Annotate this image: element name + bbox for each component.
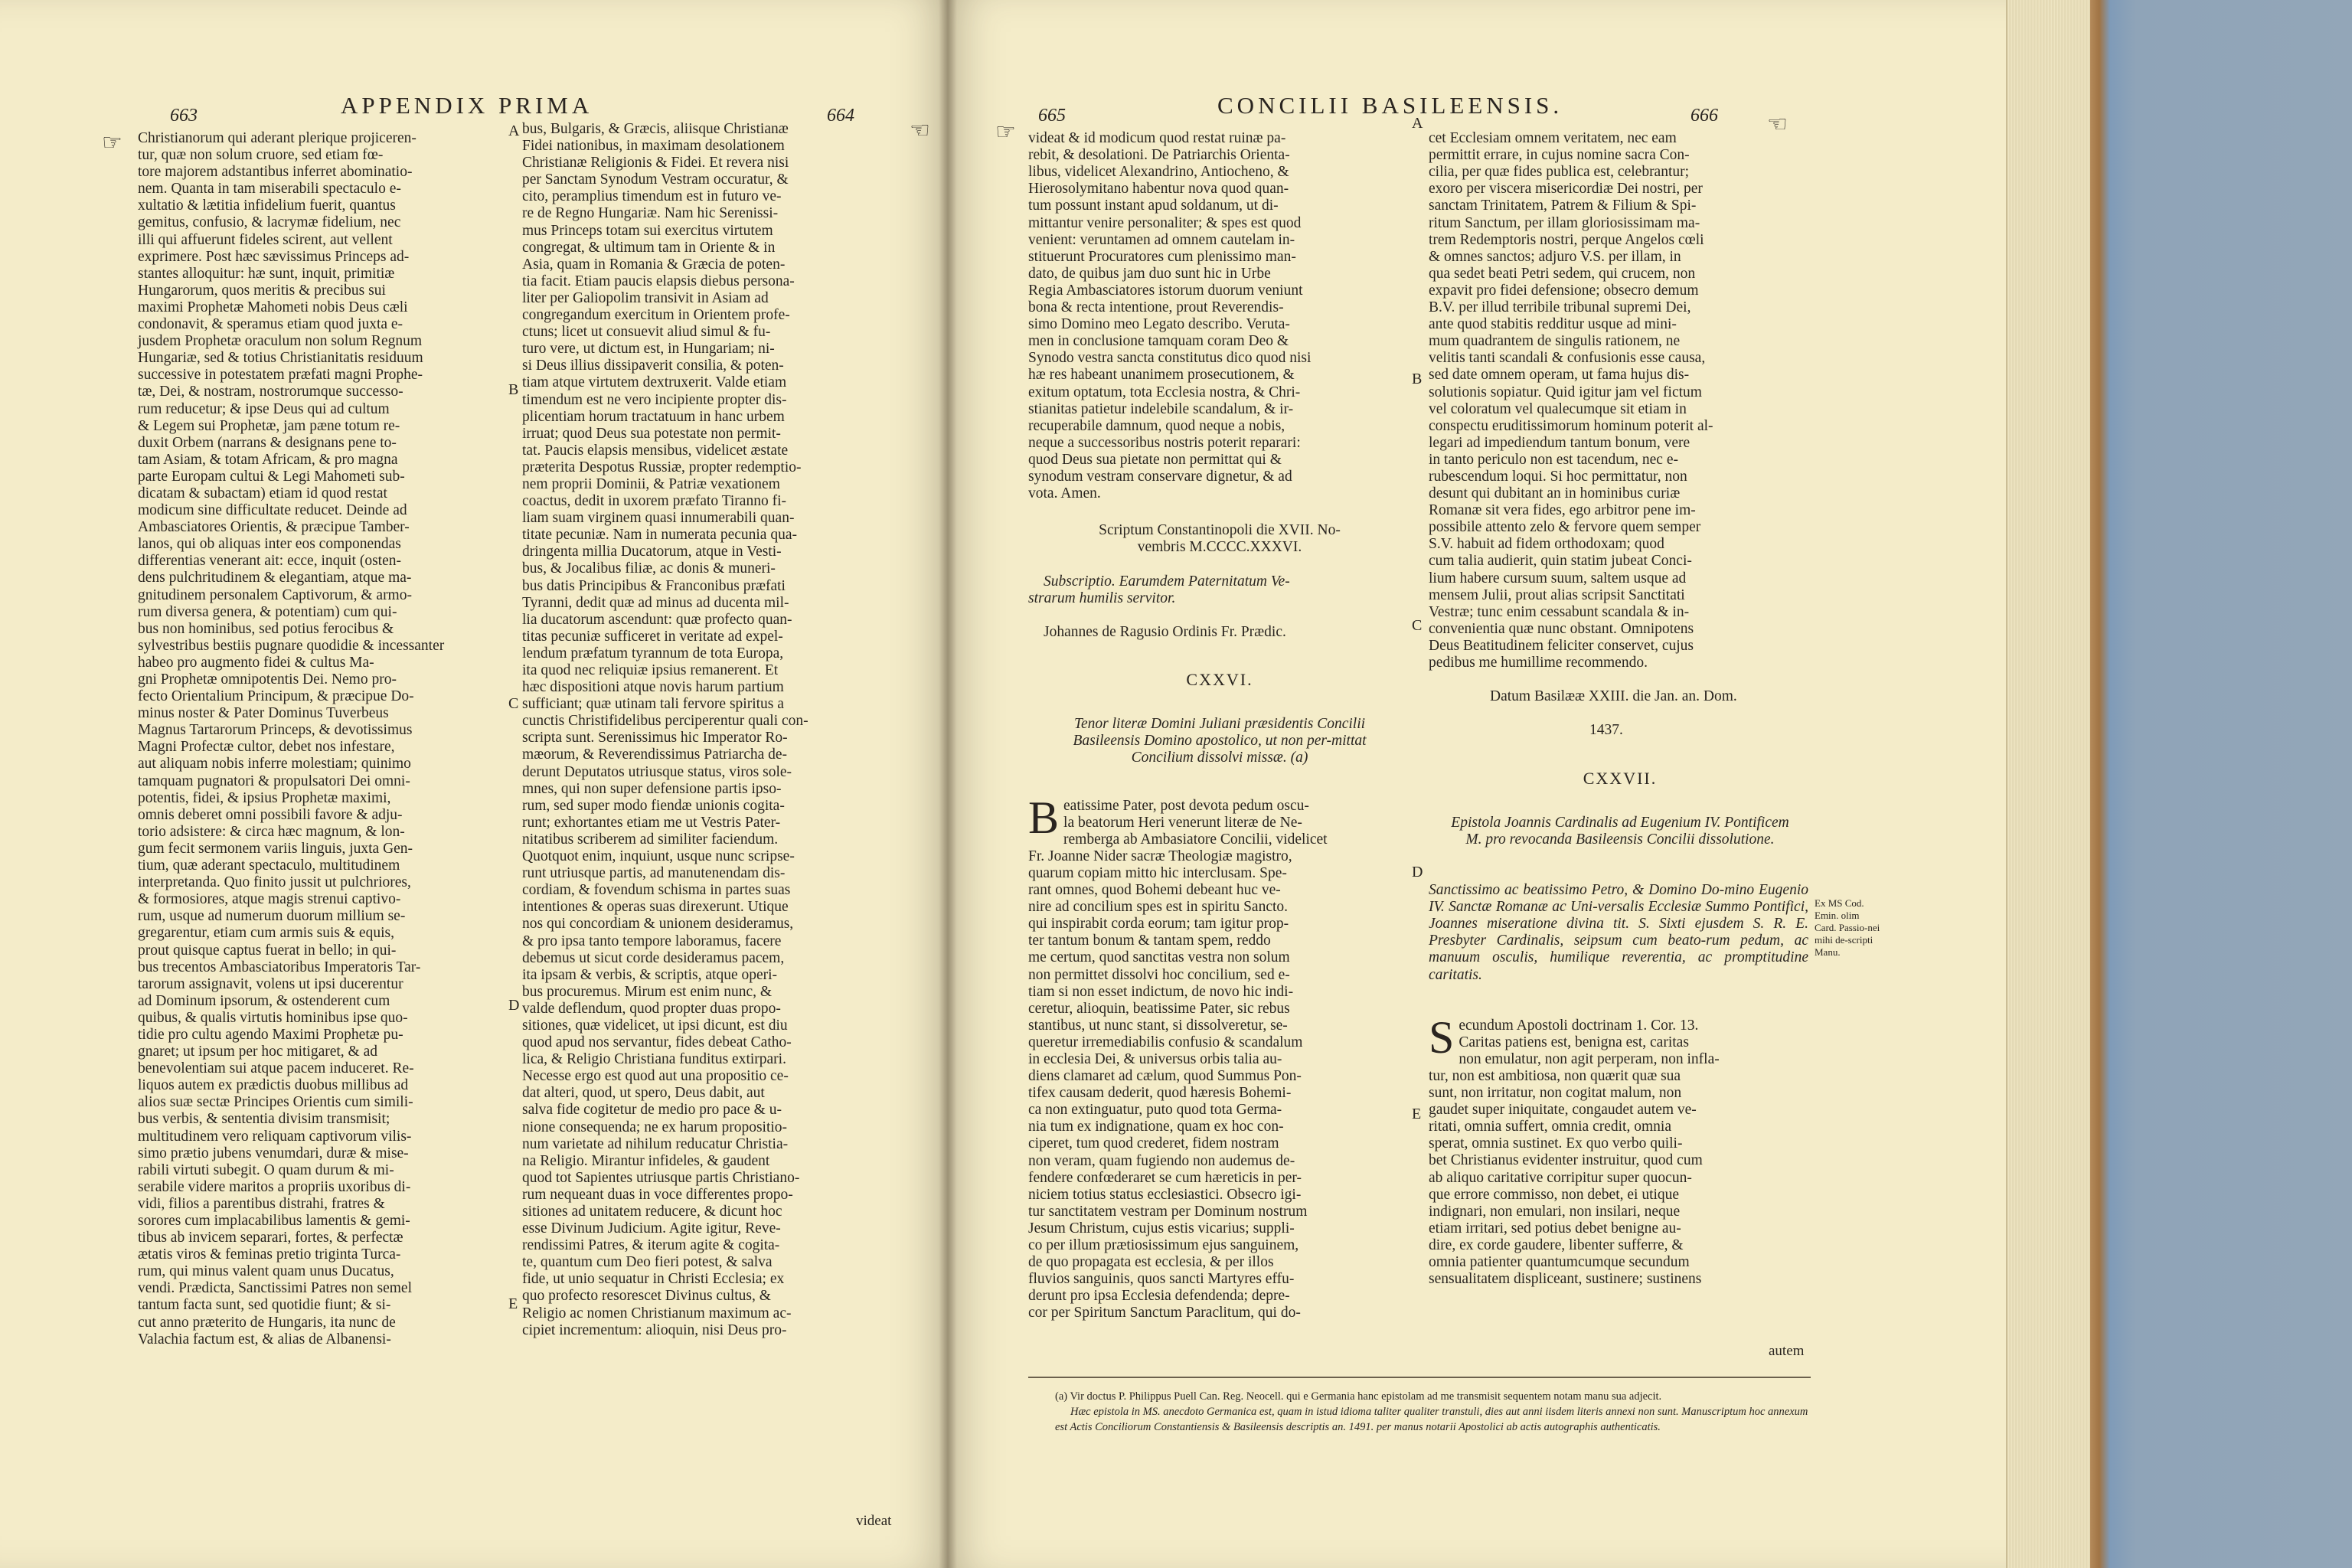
page-number: 664 [827, 106, 854, 126]
catchword: videat [856, 1513, 892, 1529]
margin-letter: B [1412, 371, 1423, 387]
page-number: 666 [1690, 106, 1718, 126]
footnote-rule [1028, 1377, 1811, 1378]
letter-text: ecundum Apostoli doctrinam 1. Cor. 13. Caritas patiens est, benigna est, caritas non emulatur, non agit perperam, non infla- tur, non est ambitiosa, non quærit quæ sua sunt, non irritatur, non cogitat malum, non gaudet super iniquitate, congaudet autem ve- ritati, omnia suffert, omnia credit, omnia sperat, omnia sustinet. Ex quo verbo quili- bet Christianus evidenter instruitur, quod cum ab aliquo caritative corripitur super quocun- que errore commisso, non debet, ei utique indignari, non emulari, non insilari, neque etiam irritari, sed potius debet benigne au- dire, ex corde gaudere, libenter sufferre, & omnia patienter quantumcumque secundum sensualitatem displiceant, sustinere; sustinens [1429, 1017, 1720, 1288]
letter-address: Sanctissimo ac beatissimo Petro, & Domino Do-mino Eugenio IV. Sanctæ Romanæ ac Uni-versalis Ecclesiæ Summo Pontifici, Joannes miseratione divina tit. S. Sixti ejusdem S. R. E. Presbyter Cardinalis, seipsum cum beato-rum pedum, ac manuum osculis, humilique reverentia, ac promptitudine caritatis. [1429, 882, 1808, 983]
date-line: Datum Basilææ XXIII. die Jan. an. Dom. [1490, 688, 1737, 705]
footnotes [1055, 1389, 1809, 1435]
margin-letter: E [508, 1295, 518, 1312]
text-column [1429, 113, 1811, 1305]
drop-cap: B [1028, 792, 1060, 843]
footnote: (a) Vir doctus P. Philippus Puell Can. Reg. Neocell. qui e Germania hanc epistolam ad me transmisit sequentem notam manu sua adjecit. [1055, 1390, 1662, 1403]
page-edges [2006, 0, 2092, 1568]
margin-letter: A [1412, 115, 1423, 132]
author-line: Johannes de Ragusio Ordinis Fr. Prædic. [1044, 623, 1286, 640]
subscription: Subscriptio. Earumdem Paternitatum Ve- strarum humilis servitor. [1028, 573, 1290, 606]
text-column [1028, 113, 1411, 1339]
catchword: autem [1769, 1343, 1805, 1359]
book-gutter [939, 0, 957, 1568]
left-page [0, 0, 948, 1568]
footnote: Hæc epistola in MS. anecdoto Germanica est, quam in istud idioma taliter qualiter transtuli, dies aut anni iisdem literis annexi non sunt. Manuscriptum hoc annexum est Actis Conciliorum Constantiensis & Basileensis descriptis an. 1491. per manus notarii Apostolici ab actis autographis authenticatis. [1055, 1406, 1808, 1433]
letter-text: cet Ecclesiam omnem veritatem, nec eam permittit errare, in cujus nomine sacra Con- cilia, per quæ fides publica est, celebrantur; exoro per viscera misericordiæ Dei nostri, per sanctam Trinitatem, Patrem & Filium & Spi- ritum Sanctum, per illam gloriosissimam ma- trem Redemptoris nostri, perque Angelos cœli & omnes sanctos; adjuro V.S. per illam, in qua sedet beati Petri sedem, qui crucem, non expavit pro fidei defensione; obsecro demum B.V. per illud terribile tribunal supremi Dei, ante quod stabitis redditur usque ad mini- mum quadrantem de singulis rationem, ne velitis tanti scandali & confusionis esse causa, sed date omnem operam, ut fama hujus dis- solutionis sopiatur. Quid igitur jam vel fictum vel coloratum vel qualecumque sit etiam in conspectu eruditissimorum hominum poterit al- legari ad impediendum tantum bonum, vere in tanto periculo non est tacendum, nec e- rubescendum loqui. Si hoc permittatur, non desunt qui dubitant an in hominibus curiæ Romanæ sit vera fides, ego arbitror pene im- possibile attento zelo & fervore quem semper S.V. habuit ad fidem orthodoxam; quod cum talia audierit, quin statim jubeat Conci- lium habere cursum suum, saltem usque ad mensem Julii, prout alias scripsit Sanctitati Vestræ; tunc enim cessabunt scandala & in- convenientia quæ nunc obstant. Omnipotens Deus Beatitudinem feliciter conservet, cujus pedibus me humillime recommendo. [1429, 130, 1713, 671]
section-heading: CXXVII. [1583, 768, 1658, 788]
page-number: 665 [1038, 106, 1066, 126]
letter-text: videat & id modicum quod restat ruinæ pa- rebit, & desolationi. De Patriarchis Orienta- libus, videlicet Alexandrino, Antiocheno, & Hierosolymitano habentur nova quod quan- tum possunt instant apud soldanum, ut di- mittantur venire personaliter; & spes est quod venient: veruntamen ad omnem cautelam in- stituerunt Procuratores cum plenissimo man- dato, de quibus jam duo sunt hic in Urbe Regia Ambasciatores istorum duorum veniunt bona & recta intentione, prout Reverendis- simo Domino meo Legato describo. Veruta- men in conclusione tamquam coram Deo & Synodo vestra sancta constitutus dico quod nisi hæ res habeant unanimem prosecutionem, & exitum optatum, tota Ecclesia nostra, & Chri- stianitas patietur indelebile scandalum, & ir- recuperabile damnum, quod neque a nobis, neque a successoribus nostris poterit reparari: quod Deus sua pietate non permittat qui & synodum vestram conservare dignetur, & ad vota. Amen. [1028, 130, 1312, 502]
pointing-hand-icon: ☞ [102, 130, 122, 155]
year-line: 1437. [1589, 722, 1623, 739]
section-title: Tenor literæ Domini Juliani præsidentis Concilii Basileensis Domino apostolico, ut non per-mittat Concilium dissolvi missæ. (a) [1073, 716, 1367, 766]
section-heading: CXXVI. [1186, 670, 1253, 689]
pointing-hand-icon: ☞ [995, 119, 1016, 145]
running-head: CONCILII BASILEENSIS. [1217, 92, 1563, 119]
pointing-hand-icon: ☞ [1767, 112, 1788, 137]
side-note: Ex MS Cod. Emin. olim Card. Passio-nei mihi de-scripti Manu. [1815, 897, 1880, 958]
pointing-hand-icon: ☞ [910, 118, 930, 143]
drop-cap: S [1429, 1011, 1455, 1063]
right-page [948, 0, 2090, 1568]
running-head: APPENDIX PRIMA [341, 92, 593, 119]
margin-letter: E [1412, 1106, 1422, 1122]
book-cover [2090, 0, 2352, 1568]
margin-letter: C [1412, 617, 1423, 634]
text-column: Christianorum qui aderant plerique projiceren- tur, quæ non solum cruore, sed etiam fœ- tore majorem adstantibus inferret abominatio- nem. Quanta in tam miserabili spectaculo e- xultatio & lætitia infidelium fuerit, quantus gemitus, confusio, & lacrymæ fidelium, nec illi qui affuerunt fideles scirent, aut vellent exprimere. Post hæc sævissimus Princeps ad- stantes alloquitur: hæ sunt, inquit, primitiæ Hungarorum, quos meritis & precibus sui maximi Prophetæ Mahometi nobis Deus cæli condonavit, & speramus etiam quod juxta e- jusdem Prophetæ oraculum non solum Regnum Hungariæ, sed & totius Christianitatis residuum successive in potestatem præfati magni Prophe- tæ, Dei, & nostram, nostrorumque successo- rum reducetur; & ipse Deus qui ad cultum & Legem sui Prophetæ, jam pæne totum re- duxit Orbem (narrans & designans pene to- tam Asiam, & totam Africam, & pro magna parte Europam cultui & Legi Mahometi sub- dicatam & subactam) etiam id quod restat modicum sine difficultate reducet. Deinde ad Ambasciatores Orientis, & præcipue Tamber- lanos, qui ob aliquas inter eos componendas differentias venerant ait: ecce, inquit (osten- dens pulchritudinem & elegantiam, atque ma- gnitudinem personalem Captivorum, & armo- rum diversa genera, & potentiam) cum qui- bus non hominibus, sed potius ferocibus & sylvestribus bestiis pugnare quodidie & incessanter habeo pro augmento fidei & cultus Ma- gni Prophetæ omnipotentis Dei. Nemo pro- fecto Orientalium Principum, & præcipue Do- minus noster & Pater Dominus Tuverbeus Magnus Tartarorum Princeps, & devotissimus Magni Profectæ cultor, debet nos infestare, aut aliquam nobis inferre molestiam; quinimo tamquam pugnatori & propulsatori Dei omni- potentis, fidei, & ipsius Prophetæ maximi, omnis deberet omni possibili favore & adju- torio adsistere: & circa hæc magnum, & lon- gum fecit sermonem variis linguis, juxta Gen- tium, quæ aderant spectaculo, multitudinem interpretanda. Quo finito jussit ut pulchriores, & formosiores, atque magis strenui captivo- rum, usque ad numerum duorum millium se- gregarentur, etiam cum armis suis & equis, prout quisque captus fuerat in bello; in qui- bus trecentos Ambasciatoribus Imperatoris Tar- tarorum assignavit, volens ut ipsi ducerentur ad Dominum ipsorum, & ostenderent cum quibus, & qualis virtutis hominibus ipse quo- tidie pro cultu agendo Maximi Prophetæ pu- gnaret; ut ipsum per hoc mitigaret, & ad benevolentiam sui atque pacem induceret. Re- liquos autem ex prædictis duobus millibus ad alios suæ sectæ Principes Orientis cum simili- bus verbis, & sententia divisim transmisit; multitudinem vero reliquam captivorum vilis- simo prætio jubens venumdari, duræ & mise- rabili virtuti subegit. O quam durum & mi- serabile videre maritos a propriis uxoribus di- vidi, filios a parentibus distrahi, fratres & sorores cum implacabilibus lamentis & gemi- tibus ab invicem separari, fortes, & perfectæ ætatis viros & feminas pretio triginta Turca- rum, qui minus valent quam unus Ducatus, vendi. Prædicta, Sanctissimi Patres non semel tantum facta sunt, sed quotidie fiunt; & si- cut anno præterito de Hungaris, ita nunc de Valachia factum est, & alias de Albanensi- [138, 130, 445, 1348]
page-number: 663 [170, 106, 198, 126]
margin-letter: C [508, 695, 519, 712]
section-title: Epistola Joannis Cardinalis ad Eugenium IV. Pontificem M. pro revocanda Basileensis Concilii dissolutione. [1451, 814, 1789, 848]
margin-letter: B [508, 381, 519, 398]
date-line: Scriptum Constantinopoli die XVII. No- vembris M.CCCC.XXXVI. [1099, 522, 1341, 556]
letter-text: eatissime Pater, post devota pedum oscu- la beatorum Heri venerunt literæ de Ne- remberga ab Ambasiatore Concilii, videlicet Fr. Joanne Nider sacræ Theologiæ magistro, quarum copiam mitto hic interclusam. Spe- rant omnes, quod Bohemi debeant huc ve- nire ad concilium spes est in spiritu Sancto. qui inspirabit corda eorum; tam igitur prop- ter tantum bonum & tantam spem, reddo me certum, quod sanctitas vestra non solum non permittet dissolvi hoc concilium, sed e- tiam si non esset indictum, de novo hic indi- ceretur, alioquin, beatissime Pater, sic rebus stantibus, ut nunc stant, si dissolveretur, se- queretur irremediabilis confusio & scandalum in ecclesia Dei, & universus orbis talia au- diens clamaret ad cælum, quod Summus Pon- tifex causam dederit, quod hæresis Bohemi- ca non extinguatur, puto quod tota Germa- nia tum ex indignatione, quam ex hoc con- ciperet, tum quod crederet, fidem nostram non veram, quam fugiendo non audemus de- fendere confœderaret se cum hæreticis in per- niciem totius status ecclesiastici. Obsecro igi- tur sanctitatem vestram per Dominum nostrum Jesum Christum, cujus estis vicarius; suppli- co per illum prætiosissimum ejus sanguinem, de quo propagata est ecclesia, & per illos fluvios sanguinis, quos sancti Martyres effu- derunt pro ipsa Ecclesia defendenda; depre- cor per Spiritum Sanctum Paraclitum, qui do- [1028, 797, 1328, 1321]
margin-letter: D [1412, 864, 1423, 880]
margin-letter: A [508, 122, 520, 139]
margin-letter: D [508, 997, 520, 1014]
text-column: bus, Bulgaris, & Græcis, aliisque Christianæ Fidei nationibus, in maximam desolationem Christianæ Religionis & Fidei. Et revera nisi per Sanctam Synodum Vestram occuratur, & cito, peramplius timendum est in futuro ve- re de Regno Hungariæ. Nam hic Serenissi- mus Princeps totam sui exercitus virtutem congregat, & ultimum tam in Oriente & in Asia, quam in Romania & Græcia de poten- tia facit. Etiam paucis elapsis diebus persona- liter per Galiopolim transivit in Asiam ad congregandum exercitum in Orientem profe- ctuns; licet ut consuevit aliud simul & fu- turo vere, ut dictum est, in Hungariam; ni- si Deus illius dissipaverit consilia, & poten- tiam atque virtutem dextruxerit. Valde etiam timendum est ne vero incipiente propter dis- plicentiam horum tractatuum in hanc urbem irruat; quod Deus sua potestate non permit- tat. Paucis elapsis mensibus, videlicet æstate præterita Despotus Russiæ, propter redemptio- nem proprii Dominii, & Patriæ vexationem coactus, dedit in uxorem præfato Tiranno fi- liam suam virginem quasi innumerabili quan- titate pecuniæ. Nam in numerata pecunia qua- dringenta millia Ducatorum, atque in Vesti- bus, & Jocalibus filiæ, ac donis & muneri- bus datis Principibus & Franconibus præfati Tyranni, dedit quæ ad minus ad ducenta mil- lia ducatorum ascendunt: quæ profecto quan- titas pecuniæ sufficeret in veritate ad expel- lendum præfatum tyrannum de tota Europa, ita quod nec reliquiæ ipsius remanerent. Et hæc dispositioni atque novis harum partium sufficiant; quæ utinam tali fervore spiritus a cunctis Christifidelibus perciperentur quali con- scripta sunt. Serenissimus hic Imperator Ro- mæorum, & Reverendissimus Patriarcha de- derunt Deputatos utriusque status, viros sole- mnes, qui non super defensione partis ipso- rum, sed super modo fiendæ unionis cogita- runt; exhortantes etiam me ut Vestris Pater- nitatibus scriberem ad similiter faciendum. Quotquot enim, inquiunt, usque nunc scripse- runt utriusque partis, ad manutenendam dis- cordiam, & fovendum schisma in partes suas intentiones & operas suas direxerunt. Utique nos qui concordiam & unionem desideramus, & pro ipsa tanto tempore laboramus, facere debemus ut sicut corde desideramus pacem, ita ipsam & verbis, & scriptis, atque operi- bus procuremus. Mirum est enim nunc, & valde deflendum, quod propter duas propo- sitiones, quæ videlicet, ut ipsi dicunt, est diu quod apud nos servantur, fides debeat Catho- lica, & Religio Christiana funditus extirpari. Necesse ergo est quod aut una propositio ce- dat alteri, quod, ut spero, Deus dabit, aut salva fide cogitetur de medio pro pace & u- nione consequenda; ne ex harum propositio- num varietate ad nihilum reducatur Christia- na Religio. Mirantur infideles, & gaudent quod tot Sapientes utriusque partis Christiano- rum nequeant duas in voce differentes propo- sitiones ad unitatem reducere, & dicunt hoc esse Divinum Judicium. Agite igitur, Reve- rendissimi Patres, & iterum agite & cogita- te, quantum cum Deo fieri potest, & salva fide, ut unio sequatur in Christi Ecclesia; ex quo profecto resorescet Divinus cultus, & Religio ac nomen Christianum maximum ac- cipiet incrementum: alioquin, nisi Deus pro- [522, 121, 808, 1338]
